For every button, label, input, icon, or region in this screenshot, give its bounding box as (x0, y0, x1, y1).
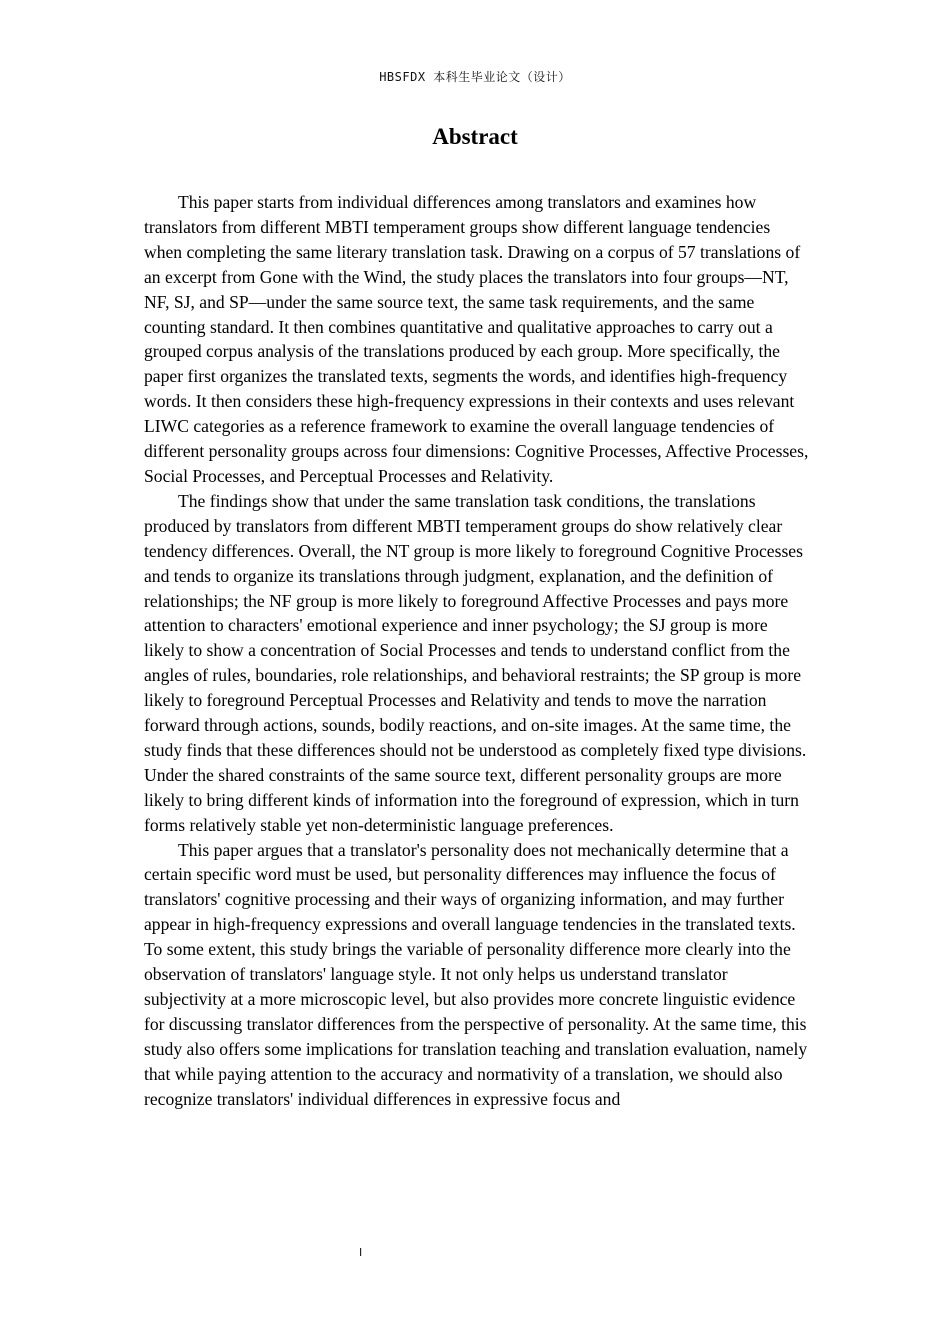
abstract-body (144, 190, 809, 1112)
abstract-paragraph-3: This paper argues that a translator's personality does not mechanically determine that a certain specific word must be used, but personality differences may influence the focus of translators' cognitive processing and their ways of organizing information, and may further appear in high-frequency expressions and overall language tendencies in the translated texts. To some extent, this study brings the variable of personality difference more clearly into the observation of translators' language style. It not only helps us understand translator subjectivity at a more microscopic level, but also provides more concrete linguistic evidence for discussing translator differences from the perspective of personality. At the same time, this study also offers some implications for translation teaching and translation evaluation, namely that while paying attention to the accuracy and normativity of a translation, we should also recognize translators' individual differences in expressive focus and (144, 839, 808, 1109)
abstract-paragraph-2: The findings show that under the same translation task conditions, the translations produced by translators from different MBTI temperament groups do show relatively clear tendency differences. Overall, the NT group is more likely to foreground Cognitive Processes and tends to organize its translations through judgment, explanation, and the definition of relationships; the NF group is more likely to foreground Affective Processes and pays more attention to characters' emotional experience and inner psychology; the SJ group is more likely to show a concentration of Social Processes and tends to understand conflict from the angles of rules, boundaries, role relationships, and behavioral restraints; the SP group is more likely to foreground Perceptual Processes and Relativity and tends to move the narration forward through actions, sounds, bodily reactions, and on-site images. At the same time, the study finds that these differences should not be understood as completely fixed type divisions. Under the shared constraints of the same source text, different personality groups are more likely to bring different kinds of information into the foreground of expression, which in turn forms relatively stable yet non-deterministic language preferences. (144, 490, 807, 835)
abstract-paragraph-1: This paper starts from individual differences among translators and examines how translators from different MBTI temperament groups show different language tendencies when completing the same literary translation task. Drawing on a corpus of 57 translations of an excerpt from Gone with the Wind, the study places the translators into four groups—NT, NF, SJ, and SP—under the same source text, the same task requirements, and the same counting standard. It then combines quantitative and qualitative approaches to carry out a grouped corpus analysis of the translations produced by each group. More specifically, the paper first organizes the translated texts, segments the words, and identifies high-frequency words. It then considers these high-frequency expressions in their contexts and uses relevant LIWC categories as a reference framework to examine the overall language tendencies of different personality groups across four dimensions: Cognitive Processes, Affective Processes, Social Processes, and Perceptual Processes and Relativity. (144, 192, 809, 486)
running-header: HBSFDX 本科生毕业论文（设计） (379, 70, 571, 84)
page-title: Abstract (432, 124, 518, 149)
page-number: I (359, 1246, 363, 1259)
